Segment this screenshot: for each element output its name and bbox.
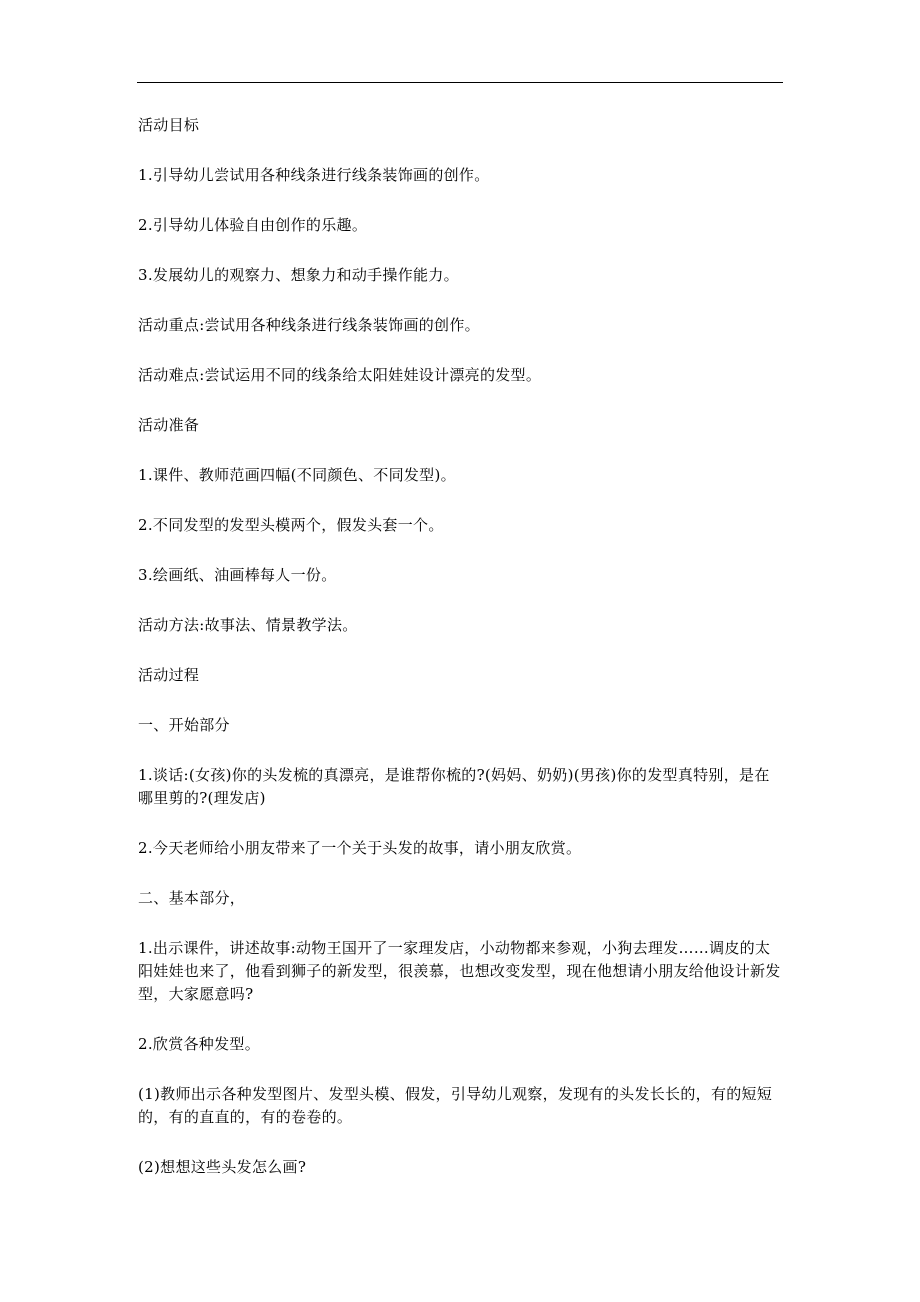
preparation-item-2: 2.不同发型的发型头模两个，假发头套一个。 [138, 516, 444, 534]
part-heading-beginning: 一、开始部分 [138, 716, 230, 734]
basic-item-1: 1.出示课件，讲述故事:动物王国开了一家理发店，小动物都来参观，小狗去理发……调皮的太阳娃娃也来了，他看到狮子的新发型，很羡慕，也想改变发型，现在他想请小朋友给他设计新发型，大家愿意吗? [138, 939, 781, 1003]
section-heading-preparation: 活动准备 [138, 416, 200, 434]
document-body [138, 114, 784, 1206]
section-heading-process: 活动过程 [138, 666, 200, 684]
goal-item-3: 3.发展幼儿的观察力、想象力和动手操作能力。 [138, 266, 459, 284]
basic-item-2: 2.欣赏各种发型。 [138, 1035, 261, 1053]
beginning-item-2: 2.今天老师给小朋友带来了一个关于头发的故事，请小朋友欣赏。 [138, 839, 582, 857]
goal-item-1: 1.引导幼儿尝试用各种线条进行线条装饰画的创作。 [138, 166, 490, 184]
part-heading-basic: 二、基本部分， [138, 889, 246, 907]
basic-subitem-2: (2)想想这些头发怎么画? [138, 1158, 307, 1176]
key-point: 活动重点:尝试用各种线条进行线条装饰画的创作。 [138, 316, 480, 334]
methods: 活动方法:故事法、情景教学法。 [138, 616, 358, 634]
goal-item-2: 2.引导幼儿体验自由创作的乐趣。 [138, 216, 368, 234]
preparation-item-1: 1.课件、教师范画四幅(不同颜色、不同发型)。 [138, 466, 456, 484]
section-heading-goals: 活动目标 [138, 116, 200, 134]
header-rule [137, 82, 783, 83]
basic-subitem-1: (1)教师出示各种发型图片、发型头模、假发，引导幼儿观察，发现有的头发长长的，有的短短的，有的直直的，有的卷卷的。 [138, 1085, 773, 1126]
beginning-item-1: 1.谈话:(女孩)你的头发梳的真漂亮，是谁帮你梳的?(妈妈、奶奶)(男孩)你的发型真特别，是在哪里剪的?(理发店) [138, 766, 770, 807]
difficult-point: 活动难点:尝试运用不同的线条给太阳娃娃设计漂亮的发型。 [138, 366, 542, 384]
preparation-item-3: 3.绘画纸、油画棒每人一份。 [138, 566, 337, 584]
